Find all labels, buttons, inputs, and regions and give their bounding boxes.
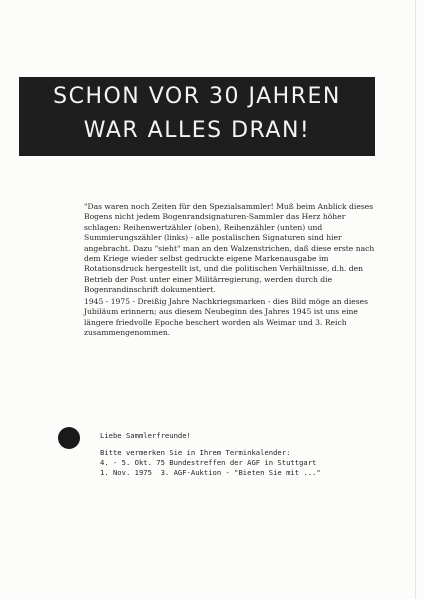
notice-line: Bitte vermerken Sie in Ihrem Terminkalender: bbox=[100, 448, 291, 457]
page-edge-line bbox=[415, 0, 416, 599]
headline-line-2: WAR ALLES DRAN! bbox=[83, 118, 311, 143]
intro-paragraph: "Das waren noch Zeiten für den Spezialsammler! Muß beim Anblick dieses Bogens nicht jedem Bogenrandsignaturen-Sammler das Herz höher schlagen: Reihenwertzähler (oben), Reihenzähler (unten) und Summierungszähler (links) - alle postalischen Signaturen sind hier angebracht. Dazu "sieht" man an den Walzenstrichen, daß diese erste nach dem Kriege wieder selbst gedruckte eigene Markenausgabe im Rotationsdruck hergestellt ist, und die politischen Verhältnisse, d.h. den Betrieb der Post unter einer Militärregierung, werden durch die Bogenrandinschrift dokumentiert. bbox=[84, 202, 375, 295]
bullet-dot-icon bbox=[58, 427, 80, 449]
headline-banner bbox=[19, 77, 375, 156]
anniversary-paragraph: 1945 - 1975 - Dreißig Jahre Nachkriegsmarken - dies Bild möge an dieses Jubiläum erinnern; aus diesem Neubeginn des Jahres 1945 ist uns eine längere friedvolle Epoche beschert worden als Weimar und 3. Reich zusammengenommen. bbox=[84, 297, 369, 338]
notice-line: 1. Nov. 1975 3. AGF-Auktion - "Bieten Sie mit ..." bbox=[100, 468, 321, 477]
notice-block bbox=[100, 448, 321, 478]
notice-line: 4. - 5. Okt. 75 Bundestreffen der AGF in Stuttgart bbox=[100, 458, 317, 467]
headline-line-1: SCHON VOR 30 JAHREN bbox=[53, 84, 341, 109]
notice-greeting: Liebe Sammlerfreunde! bbox=[100, 431, 191, 440]
